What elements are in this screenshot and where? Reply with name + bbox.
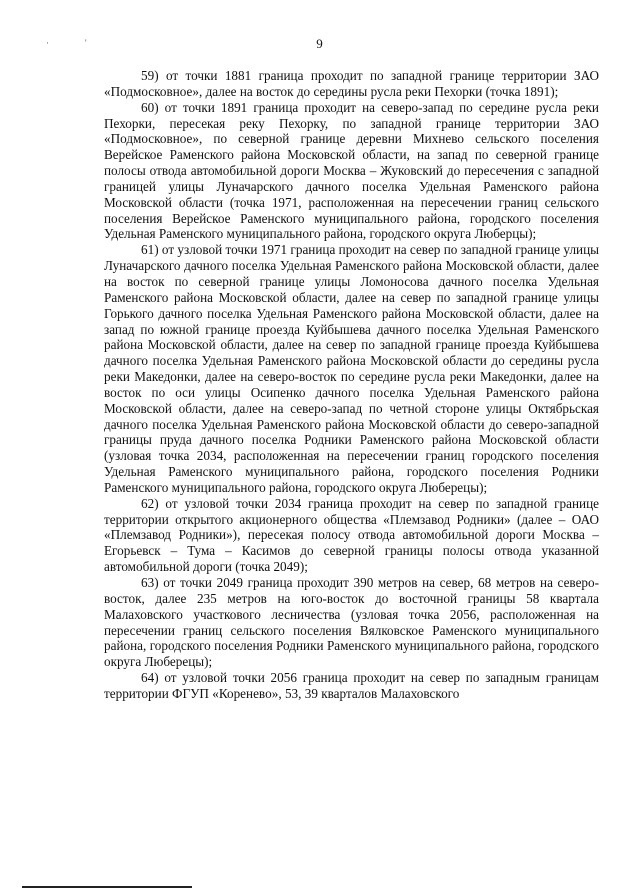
document-body (104, 68, 599, 702)
paragraph-63: 63) от точки 2049 граница проходит 390 метров на север, 68 метров на северо-восток, далее 235 метров на юго-восток до восточной границы 58 квартала Малаховского участкового лесничества (узловая точка 2056, расположенная на пересечении границ сельского поселения Вялковское Раменского муниципального района, городского поселения Родники Раменского муниципального района, городского округа Люберецы); (104, 575, 599, 670)
scan-mark: ' (85, 38, 87, 48)
paragraph-59: 59) от точки 1881 граница проходит по западной границе территории ЗАО «Подмосковное», далее на восток до середины русла реки Пехорки (точка 1891); (104, 68, 599, 99)
paragraph-60: 60) от точки 1891 граница проходит на северо-запад по середине русла реки Пехорки, пересекая реку Пехорку, по западной границе территории ЗАО «Подмосковное», по северной границе деревни Михнево сельского поселения Верейское Раменского района Московской области, на запад по северной границе полосы отвода автомобильной дороги Москва – Жуковский до пересечения с западной границей улицы Луначарского дачного поселка Удельная Раменского района Московской области (точка 1971, расположенная на пересечении границ сельского поселения Верейское Раменского муниципального района, городского поселения Удельная Раменского муниципального района, городского округа Люберцы); (104, 99, 599, 242)
paragraph-64: 64) от узловой точки 2056 граница проходит на север по западным границам территории ФГУП «Кореневo», 53, 39 кварталов Малаховского (104, 670, 599, 701)
scan-mark: · (46, 38, 49, 48)
page-number: 9 (316, 36, 323, 51)
paragraph-62: 62) от узловой точки 2034 граница проходит на север по западной границе территории открытого акционерного общества «Племзавод Родники» (далее – ОАО «Племзавод Родники»), пересекая полосу отвода автомобильной дороги Москва – Егорьевск – Тума – Касимов до северной границы полосы отвода указанной автомобильной дороги (точка 2049); (104, 495, 599, 575)
paragraph-61: 61) от узловой точки 1971 граница проходит на север по западной границе улицы Луначарского дачного поселка Удельная Раменского района Московской области, далее на восток по северной границе улицы Ломоносова дачного поселка Удельная Раменского района Московской области, далее на север по западной границе улицы Горького дачного поселка Удельная Раменского района Московской области, далее на запад по южной границе проезда Куйбышева дачного поселка Удельная Раменского района Московской области, далее на север по западной границе проезда Куйбышева дачного поселка Удельная Раменского района Московской области до середины русла реки Македонки, далее на северо-восток по середине русла реки Македонки, далее на восток по оси улицы Осипенко дачного поселка Удельная Раменского района Московской области, далее на северо-запад по четной стороне улицы Октябрьская дачного поселка Удельная Раменского района Московской области до северо-западной границы пруда дачного поселка Родники Раменского района Московской области (узловая точка 2034, расположенная на пересечении границ городского поселения Удельная Раменского муниципального района, городского поселения Родники Раменского муниципального района, городского округа Люберецы); (104, 242, 599, 495)
bottom-rule (22, 886, 192, 888)
